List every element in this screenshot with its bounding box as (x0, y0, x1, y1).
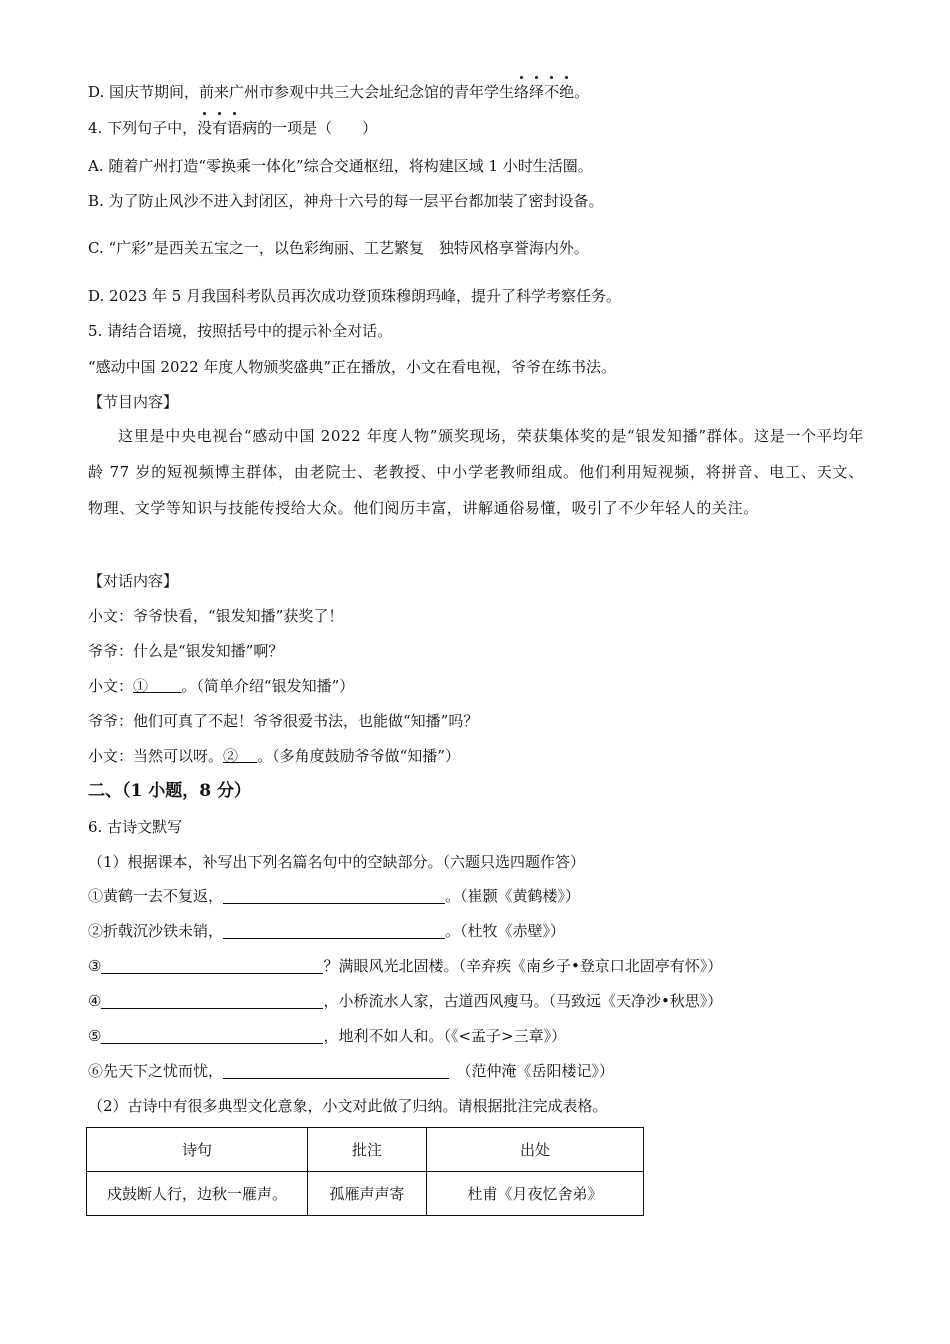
poem-item-4: ④ ，小桥流水人家，古道西风瘦马。（马致远《天净沙•秋思》） (88, 992, 723, 1010)
answer-blank-1[interactable]: ① (133, 677, 149, 695)
table-cell: 孤雁声声寄 (308, 1172, 427, 1216)
dialog-line-4: 爷爷：他们可真了不起！爷爷很爱书法，也能做“知播”吗？ (88, 712, 479, 730)
poem-item-3: ③ ？满眼风光北固楼。（辛弃疾《南乡子•登京口北固亭有怀》） (88, 957, 723, 975)
dialog-line-3: 小文：① 。（简单介绍“银发知播”） (88, 677, 355, 695)
table-row (87, 1172, 644, 1216)
emphasis-char: 不 (544, 83, 560, 101)
dialog-line-5: 小文：当然可以呀。② 。（多角度鼓励爷爷做“知播”） (88, 747, 460, 765)
emphasis-char: 语 (227, 119, 243, 137)
q5-stem: 5. 请结合语境，按照括号中的提示补全对话。 (88, 322, 393, 340)
emphasis-char: 没 (197, 119, 213, 137)
emphasis-char: 绝 (559, 83, 575, 101)
q4-option-a: A. 随着广州打造“零换乘一体化”综合交通枢纽，将构建区域 1 小时生活圈。 (88, 157, 593, 175)
imagery-table (86, 1127, 644, 1216)
program-title: 【节目内容】 (88, 393, 179, 411)
answer-blank-2[interactable]: ② (223, 747, 239, 765)
poem-item-2: ②折戟沉沙铁未销， 。（杜牧《赤壁》） (88, 922, 566, 940)
table-header: 诗句 (87, 1128, 308, 1172)
answer-blank[interactable] (223, 887, 445, 904)
answer-blank[interactable] (223, 922, 445, 939)
q5-context: “感动中国 2022 年度人物颁奖盛典”正在播放，小文在看电视，爷爷在练书法。 (88, 358, 617, 376)
answer-blank[interactable] (101, 1027, 323, 1044)
answer-blank[interactable] (223, 1062, 449, 1079)
q4-stem: 4. 下列句子中，没有语病的一项是（ ） (88, 119, 378, 137)
q6-part2: （2）古诗中有很多典型文化意象，小文对此做了归纳。请根据批注完成表格。 (88, 1097, 608, 1115)
poem-item-1: ①黄鹤一去不复返， 。（崔颢《黄鹤楼》） (88, 887, 581, 905)
answer-blank[interactable] (101, 992, 323, 1009)
table-cell: 杜甫《月夜忆舍弟》 (427, 1172, 644, 1216)
q4-option-b: B. 为了防止风沙不进入封闭区，神舟十六号的每一层平台都加装了密封设备。 (88, 192, 604, 210)
dialog-title: 【对话内容】 (88, 572, 179, 590)
q4-option-c: C. “广彩”是西关五宝之一，以色彩绚丽、工艺繁复 独特风格享誉海内外。 (88, 239, 589, 257)
table-header: 批注 (308, 1128, 427, 1172)
answer-blank[interactable] (101, 957, 323, 974)
q4-option-d: D. 2023 年 5 月我国科考队员再次成功登顶珠穆朗玛峰，提升了科学考察任务。 (88, 287, 622, 305)
dialog-line-2: 爷爷：什么是“银发知播”啊？ (88, 642, 284, 660)
q6-title: 6. 古诗文默写 (88, 818, 183, 836)
section-heading: 二、（1 小题，8 分） (88, 781, 251, 801)
emphasis-char: 绎 (529, 83, 545, 101)
emphasis-char: 络 (514, 83, 530, 101)
q6-part1: （1）根据课本，补写出下列名篇名句中的空缺部分。（六题只选四题作答） (88, 853, 586, 871)
table-cell: 戍鼓断人行，边秋一雁声。 (87, 1172, 308, 1216)
program-text: 这里是中央电视台“感动中国 2022 年度人物”颁奖现场，荣获集体奖的是“银发知播”群体。这是一个平均年龄 77 岁的短视频博主群体，由老院士、老教授、中小学老教师组成。他们利用短视频，将拼音、电工、天文、物理、文学等知识与技能传授给大众。他们阅历丰富，讲解通俗易懂，吸引了不少年轻人的关注。 (88, 427, 864, 517)
table-header-row (87, 1128, 644, 1172)
poem-item-5: ⑤ ，地利不如人和。（《<孟子>三章》） (88, 1027, 567, 1045)
table-header: 出处 (427, 1128, 644, 1172)
dialog-line-1: 小文：爷爷快看，“银发知播”获奖了！ (88, 607, 344, 625)
poem-item-6: ⑥先天下之忧而忧， （范仲淹《岳阳楼记》） (88, 1062, 615, 1080)
emphasis-char: 有 (212, 119, 228, 137)
q3-option-d: D. 国庆节期间，前来广州市参观中共三大会址纪念馆的青年学生络绎不绝。 (88, 83, 590, 101)
